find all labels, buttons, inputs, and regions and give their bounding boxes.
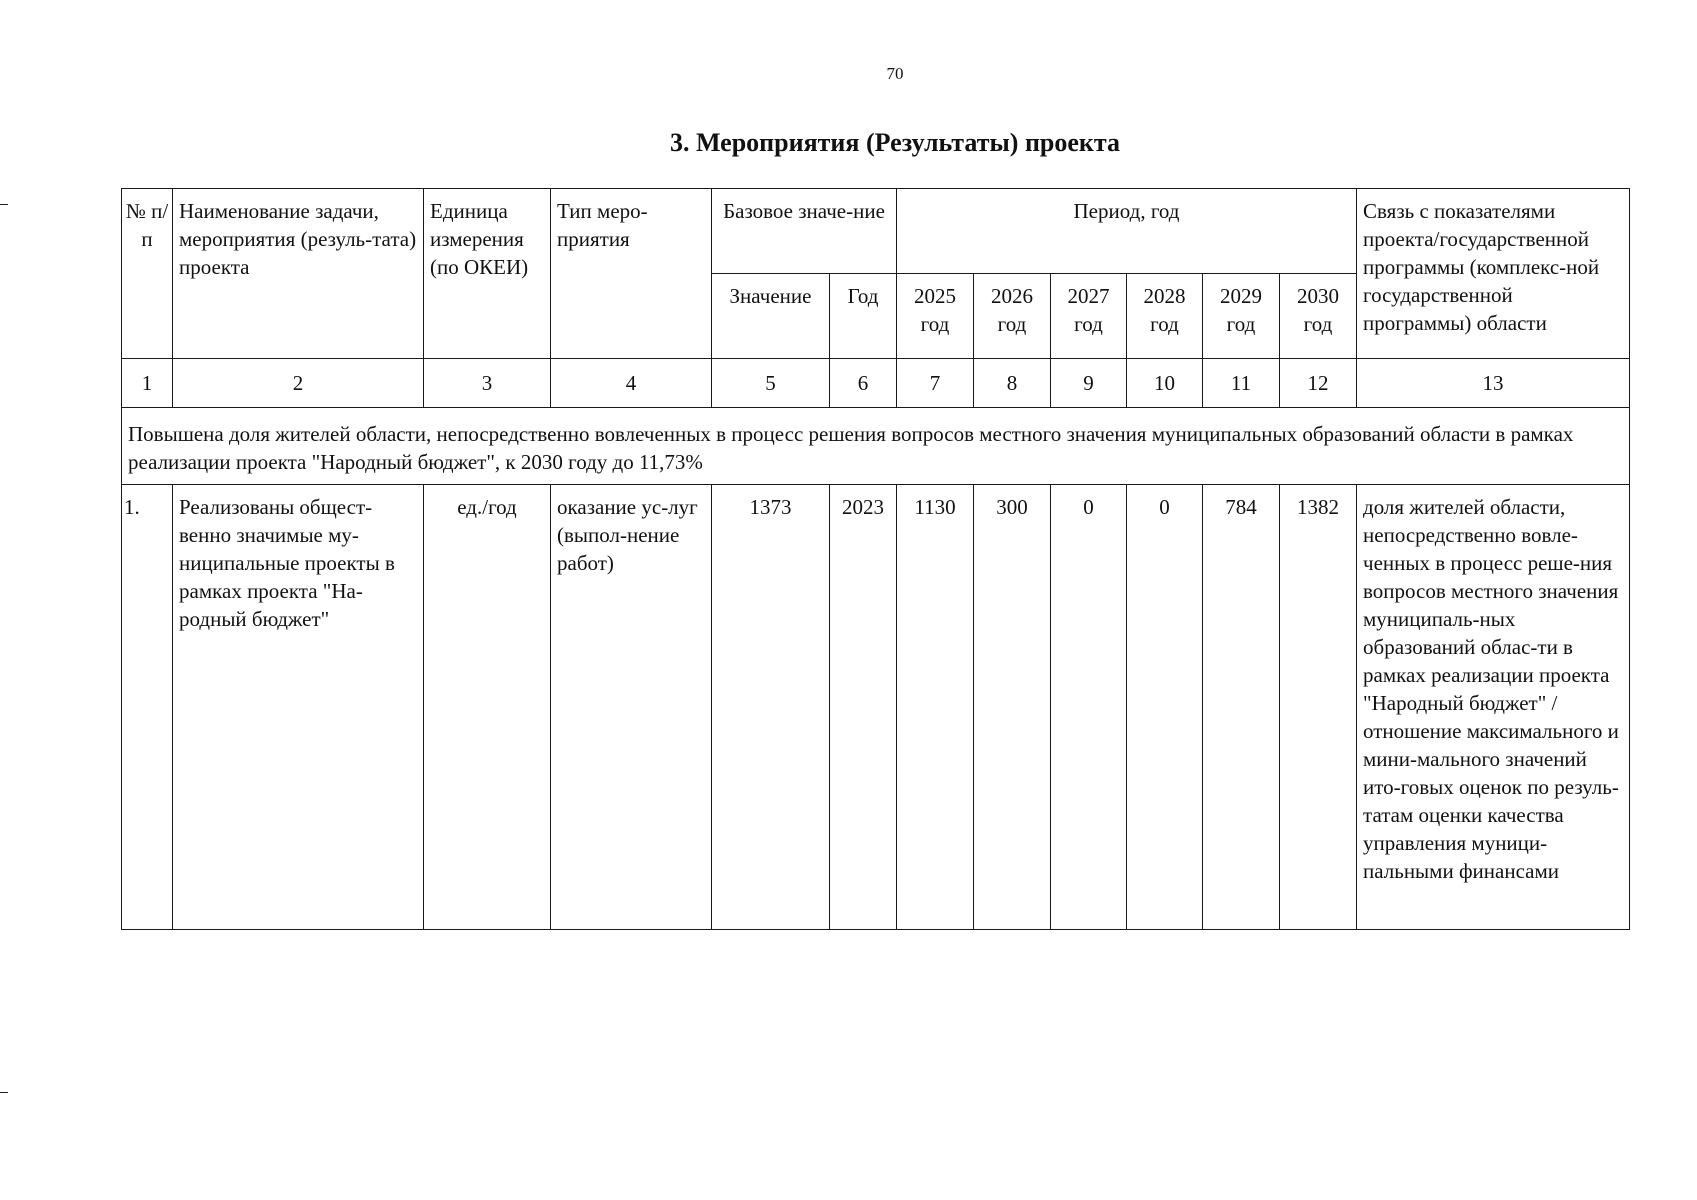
header-base-value-value: Значение [712, 274, 830, 359]
results-table [121, 188, 1630, 930]
column-number: 8 [974, 359, 1051, 408]
row-base-value: 1373 [712, 485, 830, 930]
header-period: Период, год [897, 189, 1357, 274]
margin-mark [0, 204, 8, 205]
column-number: 11 [1203, 359, 1280, 408]
header-name: Наименование задачи, мероприятия (резуль-тата) проекта [173, 189, 424, 359]
row-value-2030: 1382 [1280, 485, 1357, 930]
header-link: Связь с показателями проекта/государственной программы (комплекс-ной государственной программы) области [1357, 189, 1630, 359]
header-year-2029: 2029 год [1203, 274, 1280, 359]
row-type: оказание ус-луг (выпол-нение работ) [551, 485, 712, 930]
section-row [122, 408, 1630, 485]
row-value-2025: 1130 [897, 485, 974, 930]
margin-mark [0, 1092, 8, 1093]
column-number: 6 [830, 359, 897, 408]
header-row-top [122, 189, 1630, 274]
header-year-2027: 2027 год [1051, 274, 1127, 359]
header-base-value: Базовое значе-ние [712, 189, 897, 274]
row-link: доля жителей области, непосредственно вовле-ченных в процесс реше-ния вопросов местного значения муниципаль-ных образований облас-ти в рамках реализации проекта "Народный бюджет" / отношение максимального и мини-мального значений ито-говых оценок по резуль-татам оценки качества управления муници-пальными финансами [1357, 485, 1630, 930]
header-year-2025: 2025 год [897, 274, 974, 359]
column-number: 10 [1127, 359, 1203, 408]
column-number-row [122, 359, 1630, 408]
column-number: 12 [1280, 359, 1357, 408]
column-number: 1 [122, 359, 173, 408]
column-number: 3 [424, 359, 551, 408]
row-unit: ед./год [424, 485, 551, 930]
column-number: 13 [1357, 359, 1630, 408]
header-type: Тип меро-приятия [551, 189, 712, 359]
column-number: 5 [712, 359, 830, 408]
header-unit: Единица измерения (по ОКЕИ) [424, 189, 551, 359]
page-title: 3. Мероприятия (Результаты) проекта [669, 128, 1121, 157]
row-value-2029: 784 [1203, 485, 1280, 930]
row-value-2027: 0 [1051, 485, 1127, 930]
table-row [122, 485, 1630, 930]
header-year-2026: 2026 год [974, 274, 1051, 359]
section-title: Повышена доля жителей области, непосредственно вовлеченных в процесс решения вопросов местного значения муниципальных образований области в рамках реализации проекта "Народный бюджет", к 2030 году до 11,73% [122, 408, 1630, 485]
row-value-2026: 300 [974, 485, 1051, 930]
column-number: 4 [551, 359, 712, 408]
page-number: 70 [886, 64, 904, 83]
header-year-2028: 2028 год [1127, 274, 1203, 359]
column-number: 9 [1051, 359, 1127, 408]
column-number: 2 [173, 359, 424, 408]
row-name: Реализованы общест-венно значимые му-ниципальные проекты в рамках проекта "На-родный бюджет" [173, 485, 424, 930]
header-base-value-year: Год [830, 274, 897, 359]
header-number: № п/п [122, 189, 173, 359]
row-number: 1. [122, 485, 173, 930]
header-year-2030: 2030 год [1280, 274, 1357, 359]
row-base-year: 2023 [830, 485, 897, 930]
column-number: 7 [897, 359, 974, 408]
row-value-2028: 0 [1127, 485, 1203, 930]
